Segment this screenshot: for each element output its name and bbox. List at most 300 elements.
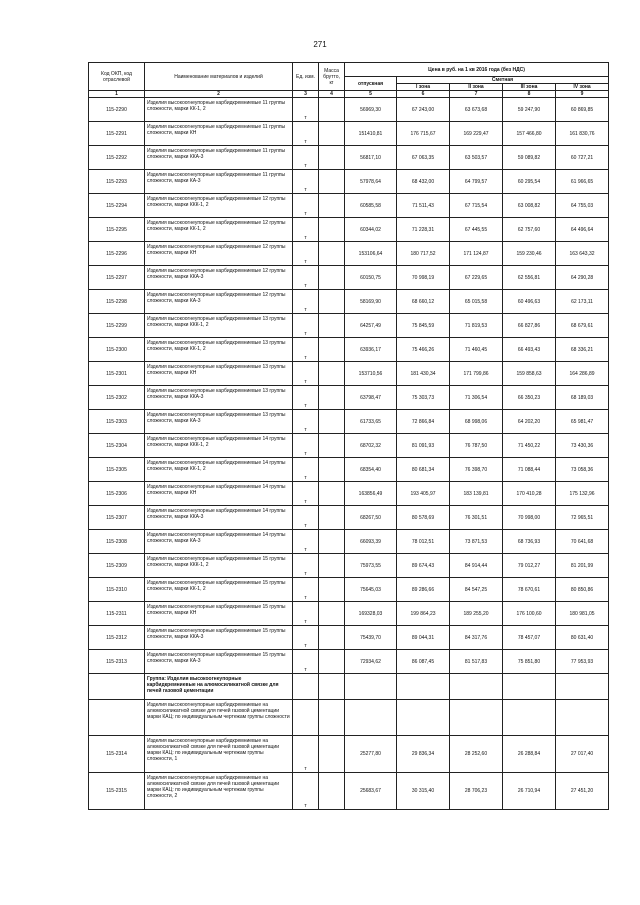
subgroup-code-cell (89, 700, 145, 736)
subgroup-empty-cell (556, 700, 609, 736)
col-number: 6 (397, 91, 450, 98)
row-code: 115-2296 (89, 242, 145, 266)
row-unit: т (293, 146, 319, 170)
table-row (89, 458, 609, 482)
row-unit: т (293, 626, 319, 650)
table-row (89, 98, 609, 122)
row-release-price: 153710,56 (345, 362, 397, 386)
row-zone2-price: 84 914,44 (450, 554, 503, 578)
row-name: Изделия высокоогнеупорные карбидкремниевые 11 группы сложности, марки ККА-3 (145, 146, 293, 170)
row-mass (319, 626, 345, 650)
row-code: 115-2293 (89, 170, 145, 194)
row-code: 115-2295 (89, 218, 145, 242)
row-name: Изделия высокоогнеупорные карбидкремниевые 15 группы сложности, марки КК-1, 2 (145, 578, 293, 602)
row-zone4-price: 27 451,20 (556, 773, 609, 810)
row-mass (319, 773, 345, 810)
row-code: 115-2292 (89, 146, 145, 170)
row-zone2-price: 73 871,53 (450, 530, 503, 554)
row-mass (319, 386, 345, 410)
row-unit: т (293, 338, 319, 362)
row-mass (319, 530, 345, 554)
row-unit: т (293, 434, 319, 458)
row-zone4-price: 161 830,76 (556, 122, 609, 146)
row-zone1-price: 81 091,93 (397, 434, 450, 458)
row-unit: т (293, 290, 319, 314)
group-empty-cell (556, 674, 609, 700)
row-unit: т (293, 458, 319, 482)
row-zone1-price: 71 511,43 (397, 194, 450, 218)
row-name: Изделия высокоогнеупорные карбидкремниевые 11 группы сложности, марки КК-1, 2 (145, 98, 293, 122)
row-name: Изделия высокоогнеупорные карбидкремниевые 11 группы сложности, марки КН (145, 122, 293, 146)
header-unit: Ед. изм. (293, 63, 319, 91)
row-code: 115-2304 (89, 434, 145, 458)
group-empty-cell (503, 674, 556, 700)
row-unit: т (293, 736, 319, 773)
row-zone2-price: 63 503,57 (450, 146, 503, 170)
header-zone-3: III зона (503, 84, 556, 91)
row-release-price: 75645,03 (345, 578, 397, 602)
row-zone2-price: 183 139,81 (450, 482, 503, 506)
row-zone2-price: 169 229,47 (450, 122, 503, 146)
subgroup-empty-cell (397, 700, 450, 736)
row-zone4-price: 60 869,85 (556, 98, 609, 122)
row-mass (319, 458, 345, 482)
row-unit: т (293, 650, 319, 674)
row-unit: т (293, 386, 319, 410)
row-zone3-price: 63 008,82 (503, 194, 556, 218)
row-zone3-price: 157 466,80 (503, 122, 556, 146)
col-number: 7 (450, 91, 503, 98)
row-code: 115-2302 (89, 386, 145, 410)
subgroup-text: Изделия высокоогнеупорные карбидкремниевые на алюмосиликатной связке для печей газовой цементации марки КАЦ: по индивидуальным чертежам группы сложности (145, 700, 293, 736)
row-zone4-price: 62 173,11 (556, 290, 609, 314)
row-zone4-price: 81 201,99 (556, 554, 609, 578)
subgroup-empty-cell (319, 700, 345, 736)
row-mass (319, 266, 345, 290)
group-empty-cell (397, 674, 450, 700)
row-name: Изделия высокоогнеупорные карбидкремниевые 15 группы сложности, марки ККА-3 (145, 626, 293, 650)
row-unit: т (293, 194, 319, 218)
table-row (89, 146, 609, 170)
row-zone3-price: 62 556,81 (503, 266, 556, 290)
row-release-price: 75439,70 (345, 626, 397, 650)
col-number: 4 (319, 91, 345, 98)
row-zone1-price: 80 681,34 (397, 458, 450, 482)
table-row (89, 626, 609, 650)
row-zone3-price: 59 247,90 (503, 98, 556, 122)
row-release-price: 57978,64 (345, 170, 397, 194)
row-zone2-price: 76 398,70 (450, 458, 503, 482)
row-zone3-price: 66 350,23 (503, 386, 556, 410)
col-number: 2 (145, 91, 293, 98)
row-zone3-price: 68 736,93 (503, 530, 556, 554)
row-unit: т (293, 98, 319, 122)
row-zone4-price: 180 981,05 (556, 602, 609, 626)
row-name: Изделия высокоогнеупорные карбидкремниевые 12 группы сложности, марки ККК-1, 2 (145, 194, 293, 218)
table-row (89, 650, 609, 674)
row-release-price: 63936,17 (345, 338, 397, 362)
row-zone1-price: 176 715,67 (397, 122, 450, 146)
row-zone3-price: 170 410,28 (503, 482, 556, 506)
row-zone4-price: 68 679,61 (556, 314, 609, 338)
row-zone2-price: 76 787,50 (450, 434, 503, 458)
row-zone1-price: 78 012,51 (397, 530, 450, 554)
row-unit: т (293, 122, 319, 146)
row-zone2-price: 68 998,06 (450, 410, 503, 434)
row-zone2-price: 28 706,23 (450, 773, 503, 810)
row-zone3-price: 60 295,54 (503, 170, 556, 194)
row-release-price: 153106,64 (345, 242, 397, 266)
row-zone2-price: 71 306,54 (450, 386, 503, 410)
table-row (89, 122, 609, 146)
row-name: Изделия высокоогнеупорные карбидкремниевые 14 группы сложности, марки ККК-1, 2 (145, 434, 293, 458)
row-zone2-price: 67 229,65 (450, 266, 503, 290)
row-code: 115-2301 (89, 362, 145, 386)
row-code: 115-2308 (89, 530, 145, 554)
row-zone2-price: 84 317,76 (450, 626, 503, 650)
row-name: Изделия высокоогнеупорные карбидкремниевые 14 группы сложности, марки ККА-3 (145, 506, 293, 530)
row-mass (319, 506, 345, 530)
row-zone3-price: 26 288,84 (503, 736, 556, 773)
row-unit: т (293, 554, 319, 578)
row-release-price: 163856,49 (345, 482, 397, 506)
row-zone4-price: 64 290,28 (556, 266, 609, 290)
subgroup-empty-cell (450, 700, 503, 736)
row-name: Изделия высокоогнеупорные карбидкремниевые 11 группы сложности, марки КА-3 (145, 170, 293, 194)
row-mass (319, 602, 345, 626)
row-name: Изделия высокоогнеупорные карбидкремниевые 14 группы сложности, марки КК-1, 2 (145, 458, 293, 482)
group-code-cell (89, 674, 145, 700)
row-name: Изделия высокоогнеупорные карбидкремниевые 14 группы сложности, марки КА-3 (145, 530, 293, 554)
row-code: 115-2314 (89, 736, 145, 773)
row-mass (319, 290, 345, 314)
row-mass (319, 434, 345, 458)
row-release-price: 61733,65 (345, 410, 397, 434)
row-code: 115-2294 (89, 194, 145, 218)
row-code: 115-2307 (89, 506, 145, 530)
row-unit: т (293, 314, 319, 338)
row-release-price: 151410,81 (345, 122, 397, 146)
table-row (89, 554, 609, 578)
row-code: 115-2313 (89, 650, 145, 674)
row-zone3-price: 66 827,86 (503, 314, 556, 338)
row-zone4-price: 80 850,86 (556, 578, 609, 602)
header-zone-4: IV зона (556, 84, 609, 91)
row-unit: т (293, 773, 319, 810)
row-mass (319, 98, 345, 122)
table-row (89, 266, 609, 290)
row-zone4-price: 175 132,96 (556, 482, 609, 506)
row-release-price: 25683,67 (345, 773, 397, 810)
row-code: 115-2300 (89, 338, 145, 362)
row-code: 115-2315 (89, 773, 145, 810)
col-number: 9 (556, 91, 609, 98)
row-release-price: 60585,58 (345, 194, 397, 218)
row-zone1-price: 30 315,40 (397, 773, 450, 810)
row-code: 115-2310 (89, 578, 145, 602)
row-unit: т (293, 242, 319, 266)
row-name: Изделия высокоогнеупорные карбидкремниевые 15 группы сложности, марки ККК-1, 2 (145, 554, 293, 578)
row-release-price: 25277,80 (345, 736, 397, 773)
row-name: Изделия высокоогнеупорные карбидкремниевые на алюмосиликатной связке для печей газовой цементации марки КАЦ: по индивидуальным чертежам группы сложности, 1 (145, 736, 293, 773)
row-zone1-price: 80 578,69 (397, 506, 450, 530)
row-zone1-price: 29 836,34 (397, 736, 450, 773)
header-estimate: Сметная (397, 77, 609, 84)
row-name: Изделия высокоогнеупорные карбидкремниевые 12 группы сложности, марки КА-3 (145, 290, 293, 314)
row-zone2-price: 67 715,54 (450, 194, 503, 218)
row-zone2-price: 84 547,25 (450, 578, 503, 602)
row-zone3-price: 60 496,63 (503, 290, 556, 314)
row-zone1-price: 89 674,43 (397, 554, 450, 578)
price-table (88, 62, 609, 810)
table-row (89, 242, 609, 266)
table-row (89, 218, 609, 242)
row-zone1-price: 71 228,31 (397, 218, 450, 242)
table-row (89, 362, 609, 386)
row-zone1-price: 72 866,84 (397, 410, 450, 434)
row-zone4-price: 60 727,21 (556, 146, 609, 170)
row-name: Изделия высокоогнеупорные карбидкремниевые на алюмосиликатной связке для печей газовой цементации марки КАЦ: по индивидуальным чертежам группы сложности, 2 (145, 773, 293, 810)
row-zone2-price: 76 301,51 (450, 506, 503, 530)
row-mass (319, 736, 345, 773)
row-zone2-price: 65 015,58 (450, 290, 503, 314)
row-name: Изделия высокоогнеупорные карбидкремниевые 12 группы сложности, марки ККА-3 (145, 266, 293, 290)
table-row (89, 290, 609, 314)
table-row (89, 482, 609, 506)
row-zone3-price: 75 851,80 (503, 650, 556, 674)
row-zone4-price: 163 643,32 (556, 242, 609, 266)
header-mass: Масса брутто, кг (319, 63, 345, 91)
row-release-price: 60344,02 (345, 218, 397, 242)
subgroup-empty-cell (503, 700, 556, 736)
row-zone4-price: 164 286,89 (556, 362, 609, 386)
table-row (89, 530, 609, 554)
table-row (89, 386, 609, 410)
row-mass (319, 242, 345, 266)
table-row (89, 314, 609, 338)
row-zone3-price: 62 757,60 (503, 218, 556, 242)
row-mass (319, 218, 345, 242)
row-zone1-price: 199 864,23 (397, 602, 450, 626)
row-unit: т (293, 482, 319, 506)
row-zone4-price: 73 058,36 (556, 458, 609, 482)
row-name: Изделия высокоогнеупорные карбидкремниевые 15 группы сложности, марки КН (145, 602, 293, 626)
table-row (89, 434, 609, 458)
table-row (89, 194, 609, 218)
row-release-price: 56969,30 (345, 98, 397, 122)
row-zone1-price: 75 466,26 (397, 338, 450, 362)
row-zone2-price: 63 673,68 (450, 98, 503, 122)
row-mass (319, 314, 345, 338)
row-release-price: 63798,47 (345, 386, 397, 410)
row-zone4-price: 64 496,64 (556, 218, 609, 242)
group-empty-cell (450, 674, 503, 700)
row-zone1-price: 75 845,59 (397, 314, 450, 338)
row-zone3-price: 78 670,61 (503, 578, 556, 602)
row-zone2-price: 71 460,45 (450, 338, 503, 362)
row-mass (319, 482, 345, 506)
col-number: 5 (345, 91, 397, 98)
table-row (89, 410, 609, 434)
row-zone4-price: 80 631,40 (556, 626, 609, 650)
row-release-price: 60150,75 (345, 266, 397, 290)
row-mass (319, 122, 345, 146)
subgroup-empty-cell (293, 700, 319, 736)
row-unit: т (293, 602, 319, 626)
row-code: 115-2305 (89, 458, 145, 482)
row-zone3-price: 64 202,20 (503, 410, 556, 434)
header-name: Наименование материалов и изделий (145, 63, 293, 91)
row-code: 115-2291 (89, 122, 145, 146)
row-name: Изделия высокоогнеупорные карбидкремниевые 13 группы сложности, марки КН (145, 362, 293, 386)
row-zone1-price: 70 998,19 (397, 266, 450, 290)
row-zone2-price: 67 445,55 (450, 218, 503, 242)
header-zone-2: II зона (450, 84, 503, 91)
row-release-price: 64257,49 (345, 314, 397, 338)
row-code: 115-2306 (89, 482, 145, 506)
row-name: Изделия высокоогнеупорные карбидкремниевые 12 группы сложности, марки КК-1, 2 (145, 218, 293, 242)
row-zone2-price: 189 255,20 (450, 602, 503, 626)
header-price: Цена в руб. на 1 кв 2016 года (без НДС) (345, 63, 609, 77)
row-name: Изделия высокоогнеупорные карбидкремниевые 15 группы сложности, марки КА-3 (145, 650, 293, 674)
row-mass (319, 554, 345, 578)
row-zone4-price: 70 641,68 (556, 530, 609, 554)
row-unit: т (293, 170, 319, 194)
row-zone4-price: 72 965,51 (556, 506, 609, 530)
row-unit: т (293, 578, 319, 602)
row-unit: т (293, 266, 319, 290)
group-title: Группа: Изделия высокоогнеупорные карбидкремниевые на алюмосиликатной связке для печей газовой цементации (145, 674, 293, 700)
col-number: 8 (503, 91, 556, 98)
row-zone1-price: 67 063,35 (397, 146, 450, 170)
row-zone1-price: 75 303,73 (397, 386, 450, 410)
row-mass (319, 650, 345, 674)
row-zone1-price: 68 432,00 (397, 170, 450, 194)
row-zone3-price: 71 450,22 (503, 434, 556, 458)
header-zone-1: I зона (397, 84, 450, 91)
table-row (89, 338, 609, 362)
row-zone4-price: 61 966,65 (556, 170, 609, 194)
row-zone3-price: 26 710,94 (503, 773, 556, 810)
row-unit: т (293, 530, 319, 554)
row-mass (319, 362, 345, 386)
row-release-price: 68267,50 (345, 506, 397, 530)
row-release-price: 66093,39 (345, 530, 397, 554)
row-zone2-price: 171 799,86 (450, 362, 503, 386)
row-zone3-price: 159 230,46 (503, 242, 556, 266)
table-row (89, 773, 609, 810)
row-zone4-price: 68 336,21 (556, 338, 609, 362)
row-release-price: 68702,32 (345, 434, 397, 458)
row-zone2-price: 64 799,57 (450, 170, 503, 194)
row-unit: т (293, 410, 319, 434)
group-empty-cell (293, 674, 319, 700)
table-row (89, 578, 609, 602)
row-code: 115-2298 (89, 290, 145, 314)
table-row (89, 170, 609, 194)
row-zone4-price: 64 755,03 (556, 194, 609, 218)
row-release-price: 75973,55 (345, 554, 397, 578)
row-zone4-price: 77 953,93 (556, 650, 609, 674)
row-mass (319, 170, 345, 194)
page-number: 271 (313, 40, 327, 49)
row-zone1-price: 67 243,00 (397, 98, 450, 122)
row-code: 115-2312 (89, 626, 145, 650)
row-mass (319, 194, 345, 218)
row-name: Изделия высокоогнеупорные карбидкремниевые 13 группы сложности, марки КК-1, 2 (145, 338, 293, 362)
row-zone1-price: 180 717,52 (397, 242, 450, 266)
row-zone3-price: 176 100,60 (503, 602, 556, 626)
row-zone3-price: 159 858,63 (503, 362, 556, 386)
row-release-price: 68354,40 (345, 458, 397, 482)
row-zone2-price: 171 124,87 (450, 242, 503, 266)
row-zone4-price: 73 430,36 (556, 434, 609, 458)
row-zone2-price: 28 252,60 (450, 736, 503, 773)
row-zone3-price: 59 089,82 (503, 146, 556, 170)
row-mass (319, 146, 345, 170)
row-code: 115-2309 (89, 554, 145, 578)
row-zone3-price: 66 493,43 (503, 338, 556, 362)
row-zone4-price: 65 981,47 (556, 410, 609, 434)
row-code: 115-2297 (89, 266, 145, 290)
row-name: Изделия высокоогнеупорные карбидкремниевые 13 группы сложности, марки КА-3 (145, 410, 293, 434)
row-unit: т (293, 506, 319, 530)
group-empty-cell (345, 674, 397, 700)
row-zone1-price: 181 430,34 (397, 362, 450, 386)
row-zone4-price: 27 017,40 (556, 736, 609, 773)
row-zone4-price: 68 189,03 (556, 386, 609, 410)
row-zone3-price: 78 457,07 (503, 626, 556, 650)
row-name: Изделия высокоогнеупорные карбидкремниевые 13 группы сложности, марки ККА-3 (145, 386, 293, 410)
row-unit: т (293, 362, 319, 386)
row-mass (319, 578, 345, 602)
row-zone2-price: 71 819,53 (450, 314, 503, 338)
table-row (89, 506, 609, 530)
row-zone1-price: 89 044,31 (397, 626, 450, 650)
row-zone1-price: 89 286,66 (397, 578, 450, 602)
row-code: 115-2303 (89, 410, 145, 434)
row-zone1-price: 86 087,45 (397, 650, 450, 674)
row-mass (319, 338, 345, 362)
row-release-price: 169328,03 (345, 602, 397, 626)
col-number: 1 (89, 91, 145, 98)
subgroup-empty-cell (345, 700, 397, 736)
row-unit: т (293, 218, 319, 242)
table-row (89, 602, 609, 626)
row-release-price: 58169,90 (345, 290, 397, 314)
row-name: Изделия высокоогнеупорные карбидкремниевые 14 группы сложности, марки КН (145, 482, 293, 506)
row-code: 115-2290 (89, 98, 145, 122)
row-name: Изделия высокоогнеупорные карбидкремниевые 13 группы сложности, марки ККК-1, 2 (145, 314, 293, 338)
row-zone3-price: 79 012,27 (503, 554, 556, 578)
row-mass (319, 410, 345, 434)
row-release-price: 72934,62 (345, 650, 397, 674)
row-zone3-price: 71 088,44 (503, 458, 556, 482)
header-code: Код ОКП, код отраслевой (89, 63, 145, 91)
header-release: отпускная (345, 77, 397, 91)
col-number: 3 (293, 91, 319, 98)
row-zone3-price: 70 998,00 (503, 506, 556, 530)
table-row (89, 736, 609, 773)
group-empty-cell (319, 674, 345, 700)
row-name: Изделия высокоогнеупорные карбидкремниевые 12 группы сложности, марки КН (145, 242, 293, 266)
row-zone2-price: 81 517,83 (450, 650, 503, 674)
row-zone1-price: 193 405,97 (397, 482, 450, 506)
row-zone1-price: 68 660,12 (397, 290, 450, 314)
row-code: 115-2311 (89, 602, 145, 626)
row-code: 115-2299 (89, 314, 145, 338)
row-release-price: 56817,10 (345, 146, 397, 170)
